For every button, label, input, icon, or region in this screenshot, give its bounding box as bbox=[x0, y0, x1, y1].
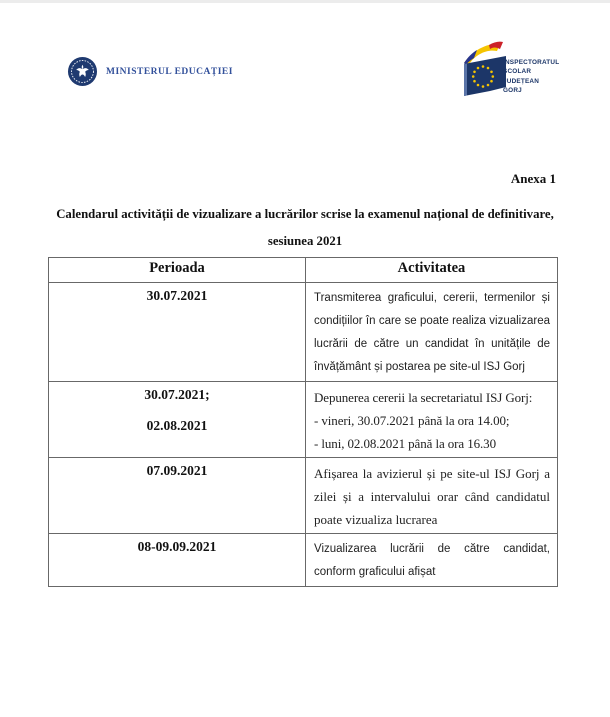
activity-cell bbox=[306, 283, 558, 382]
document-title-line1: Calendarul activității de vizualizare a lucrărilor scrise la examenul național de definitivare, bbox=[56, 207, 554, 221]
inspectorate-label-line3: JUDEȚEAN bbox=[503, 77, 540, 85]
period-date: 08-09.09.2021 bbox=[137, 539, 217, 554]
activity-text: Vizualizarea lucrării de către candidat, conform graficului afișat bbox=[314, 543, 550, 578]
period-cell bbox=[49, 534, 306, 587]
activity-text: - vineri, 30.07.2021 până la ora 14.00; bbox=[314, 413, 510, 428]
table-row bbox=[49, 534, 558, 587]
ministry-logo bbox=[67, 56, 233, 87]
period-column-header: Perioada bbox=[49, 258, 306, 283]
ministry-label: MINISTERUL EDUCAȚIEI bbox=[106, 66, 233, 77]
page-edge-strip bbox=[0, 0, 610, 3]
activity-text: Afișarea la avizierul și pe site-ul ISJ Gorj a zilei și a intervalului orar când candidatul poate vizualiza lucrarea bbox=[314, 466, 550, 527]
table-row bbox=[49, 458, 558, 534]
inspectorate-label-line4: GORJ bbox=[503, 87, 522, 95]
inspectorate-logo bbox=[456, 39, 566, 105]
activity-cell bbox=[306, 534, 558, 587]
activity-text: Transmiterea graficului, cererii, termenilor și condițiilor în care se poate realiza vizualizarea lucrării de către un candidat în unitățile de învățământ și postarea pe site-ul ISJ Gorj bbox=[314, 292, 550, 373]
activity-column-header: Activitatea bbox=[306, 258, 558, 283]
period-date: 07.09.2021 bbox=[146, 463, 208, 478]
activity-cell bbox=[306, 458, 558, 534]
table-row bbox=[49, 382, 558, 458]
period-date: 30.07.2021; bbox=[144, 387, 210, 402]
period-cell bbox=[49, 458, 306, 534]
activity-text: - luni, 02.08.2021 până la ora 16.30 bbox=[314, 436, 496, 451]
period-cell bbox=[49, 382, 306, 458]
inspectorate-label-line2: ȘCOLAR bbox=[503, 68, 532, 76]
period-date: 02.08.2021 bbox=[146, 418, 208, 433]
document-title-line2: sesiunea 2021 bbox=[267, 234, 343, 248]
table-row bbox=[49, 283, 558, 382]
period-cell bbox=[49, 283, 306, 382]
annex-label: Anexa 1 bbox=[510, 171, 556, 186]
activity-cell bbox=[306, 382, 558, 458]
calendar-table bbox=[48, 257, 558, 587]
inspectorate-label bbox=[503, 58, 559, 96]
table-header-row bbox=[49, 258, 558, 283]
inspectorate-label-line1: INSPECTORATUL bbox=[503, 59, 560, 66]
ministry-seal-icon bbox=[67, 56, 98, 87]
document-title bbox=[25, 201, 585, 255]
activity-text: Depunerea cererii la secretariatul ISJ Gorj: bbox=[314, 390, 533, 405]
period-date: 30.07.2021 bbox=[146, 288, 208, 303]
